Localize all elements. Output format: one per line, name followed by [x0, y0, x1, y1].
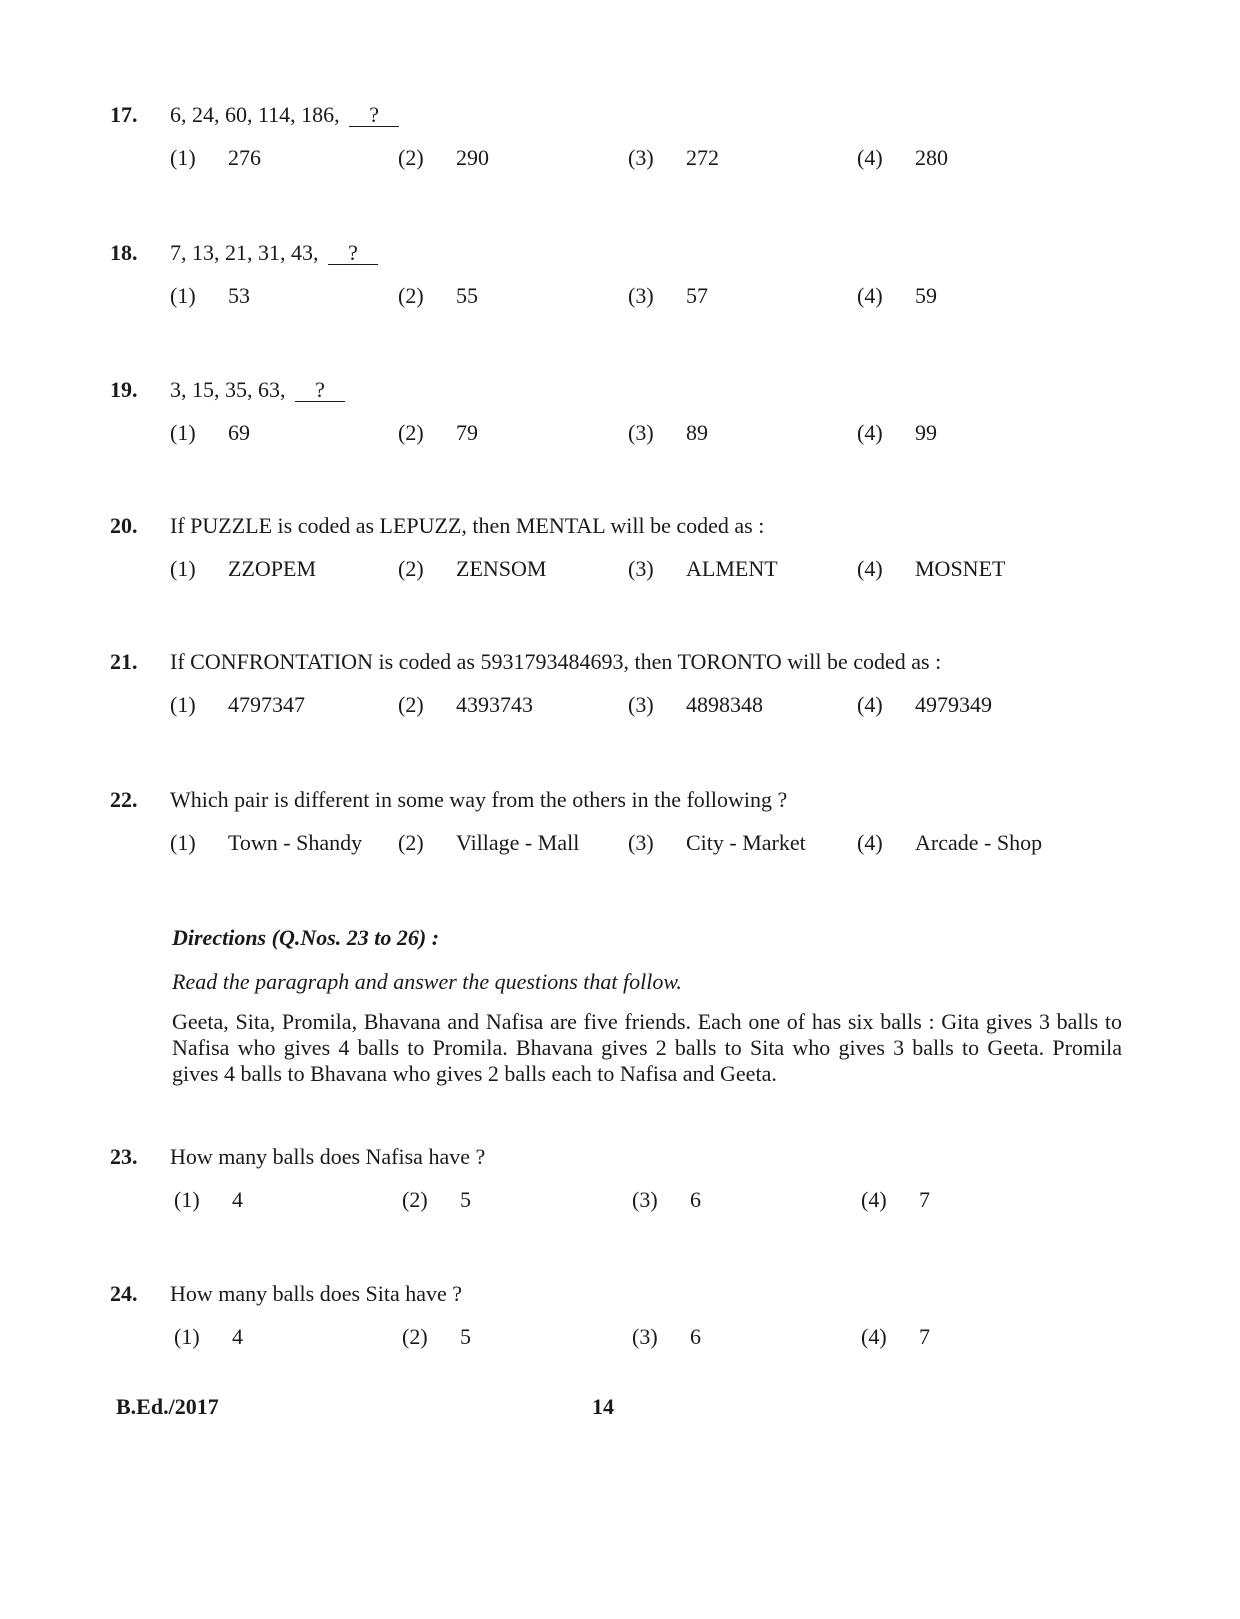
option-1: (1) 69 [170, 420, 250, 445]
option-1: (1) 4 [174, 1187, 243, 1212]
option-3: (3) 89 [628, 420, 708, 445]
question-22 [110, 783, 1130, 861]
answer-blank: ? [295, 379, 345, 402]
question-number: 18. [110, 240, 138, 265]
options-row [110, 825, 1130, 861]
options-row [110, 415, 1130, 451]
question-20 [110, 509, 1130, 587]
option-1: (1) 276 [170, 145, 261, 170]
option-2: (2) ZENSOM [398, 556, 547, 581]
options-row [110, 1319, 1130, 1355]
options-row [110, 278, 1130, 314]
answer-blank: ? [349, 104, 399, 127]
answer-blank: ? [328, 242, 378, 265]
question-text: Which pair is different in some way from the others in the following ? [170, 787, 788, 812]
question-number: 17. [110, 102, 138, 127]
option-4: (4) MOSNET [857, 556, 1006, 581]
options-row [110, 551, 1130, 587]
option-3: (3) ALMENT [628, 556, 778, 581]
option-4: (4) 59 [857, 283, 937, 308]
option-1: (1) ZZOPEM [170, 556, 316, 581]
option-2: (2) 290 [398, 145, 489, 170]
option-4: (4) 99 [857, 420, 937, 445]
question-number: 23. [110, 1144, 138, 1169]
question-number: 21. [110, 649, 138, 674]
option-3: (3) 6 [632, 1324, 701, 1349]
option-1: (1) 53 [170, 283, 250, 308]
question-text: 6, 24, 60, 114, 186, [170, 102, 340, 127]
question-text: How many balls does Sita have ? [170, 1281, 463, 1306]
options-row [110, 140, 1130, 176]
directions-block [172, 921, 1122, 1087]
option-4: (4) Arcade - Shop [857, 830, 1043, 855]
directions-paragraph: Geeta, Sita, Promila, Bhavana and Nafisa are five friends. Each one of has six balls : Gita gives 3 balls to Nafisa who gives 4 balls to Promila. Bhavana gives 2 balls to Sita who gives 3 balls to Geeta. Promila gives 4 balls to Bhavana who gives 2 balls each to Nafisa and Geeta. [172, 1009, 1122, 1086]
options-row [110, 687, 1130, 723]
question-24 [110, 1277, 1130, 1355]
option-4: (4) 4979349 [857, 692, 992, 717]
option-4: (4) 7 [861, 1324, 930, 1349]
question-17 [110, 98, 1130, 176]
option-3: (3) 57 [628, 283, 708, 308]
question-number: 19. [110, 377, 138, 402]
question-number: 22. [110, 787, 138, 812]
option-2: (2) 4393743 [398, 692, 533, 717]
option-3: (3) 272 [628, 145, 719, 170]
question-text: If CONFRONTATION is coded as 5931793484693, then TORONTO will be coded as : [170, 649, 942, 674]
question-23 [110, 1140, 1130, 1218]
question-text: 3, 15, 35, 63, [170, 377, 286, 402]
question-text: How many balls does Nafisa have ? [170, 1144, 486, 1169]
option-4: (4) 7 [861, 1187, 930, 1212]
question-text: If PUZZLE is coded as LEPUZZ, then MENTAL will be coded as : [170, 513, 765, 538]
option-2: (2) 5 [402, 1324, 471, 1349]
options-row [110, 1182, 1130, 1218]
exam-code: B.Ed./2017 [116, 1394, 219, 1419]
option-1: (1) Town - Shandy [170, 830, 363, 855]
directions-instruction: Read the paragraph and answer the questions that follow. [172, 969, 682, 994]
option-2: (2) 55 [398, 283, 478, 308]
option-2: (2) Village - Mall [398, 830, 580, 855]
option-2: (2) 79 [398, 420, 478, 445]
option-1: (1) 4 [174, 1324, 243, 1349]
question-18 [110, 236, 1130, 314]
option-3: (3) 6 [632, 1187, 701, 1212]
question-19 [110, 373, 1130, 451]
page-number: 14 [592, 1394, 614, 1419]
question-text: 7, 13, 21, 31, 43, [170, 240, 319, 265]
directions-title: Directions (Q.Nos. 23 to 26) : [172, 925, 440, 950]
option-3: (3) 4898348 [628, 692, 763, 717]
option-3: (3) City - Market [628, 830, 806, 855]
option-1: (1) 4797347 [170, 692, 305, 717]
question-21 [110, 645, 1130, 723]
question-number: 24. [110, 1281, 138, 1306]
question-number: 20. [110, 513, 138, 538]
option-4: (4) 280 [857, 145, 948, 170]
option-2: (2) 5 [402, 1187, 471, 1212]
